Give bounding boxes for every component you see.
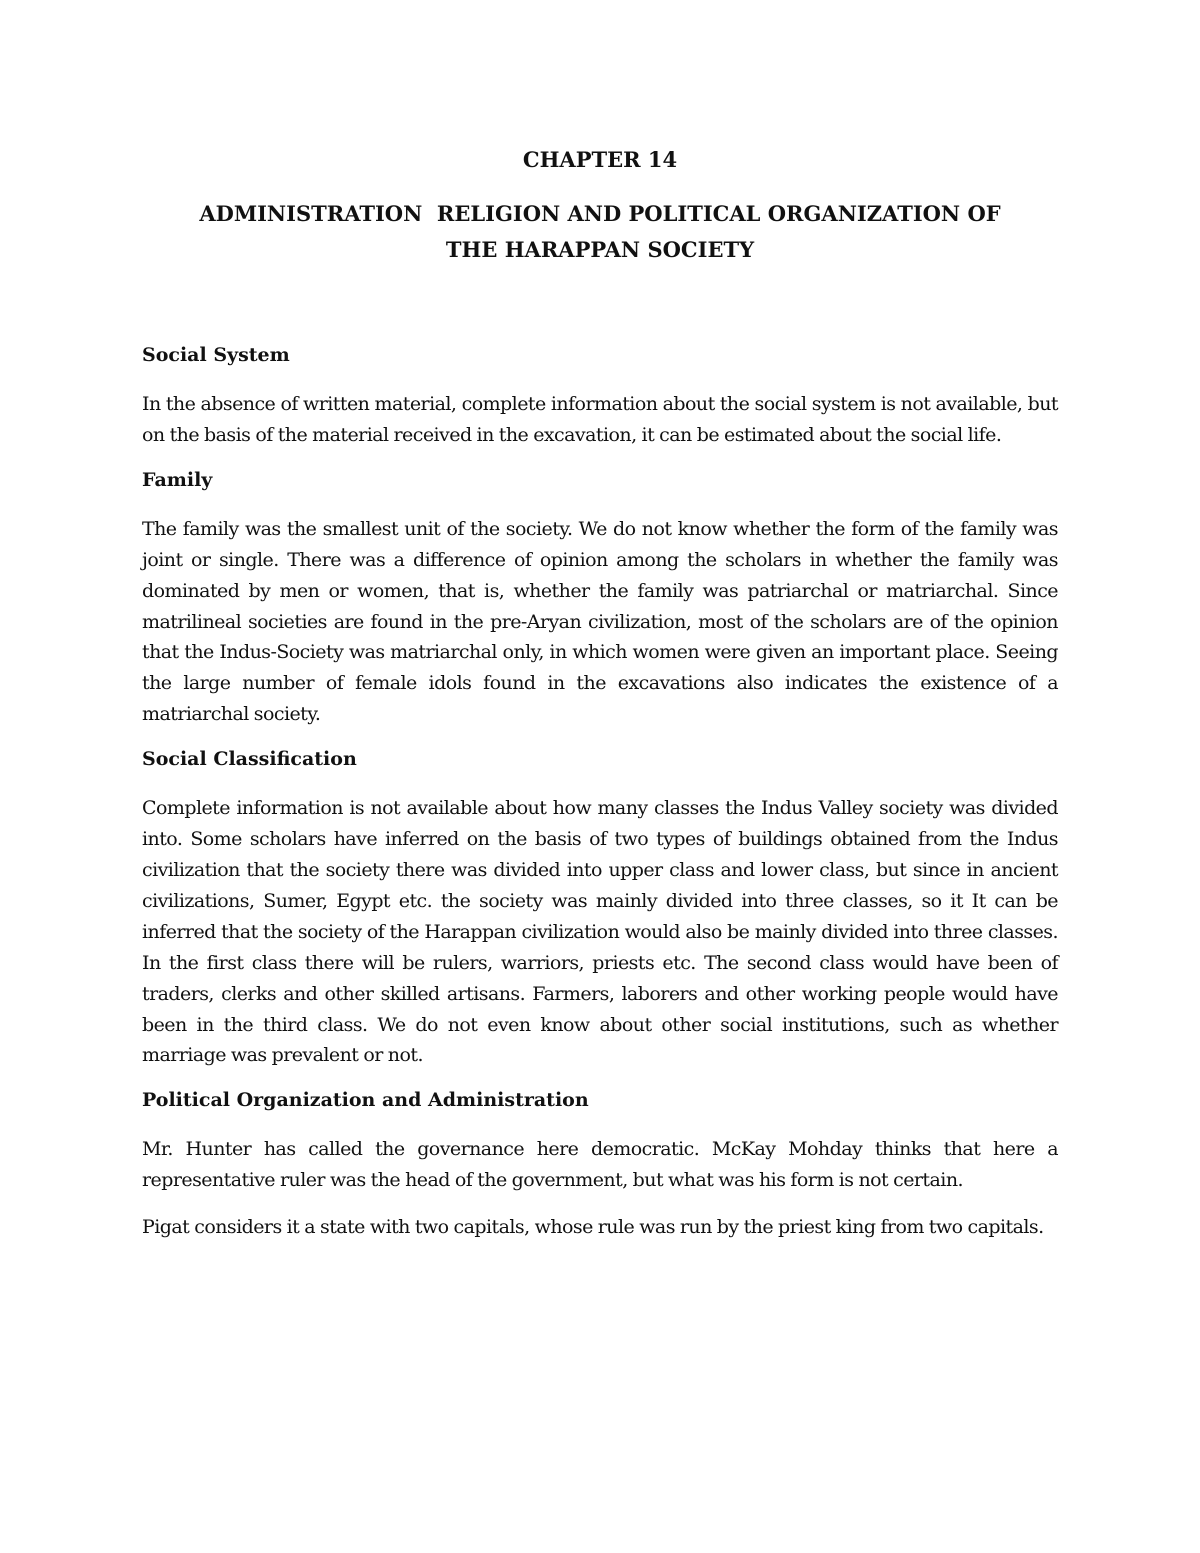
paragraph-social-classification: Complete information is not available about how many classes the Indus Valley society was divided into. Some scholars have inferred on the basis of two types of buildings obtained from the Indus civilization that the society there was divided into upper class and lower class, but since in ancient civilizations, Sumer, Egypt etc. the society was mainly divided into three classes, so it It can be inferred that the society of the Harappan civilization would also be mainly divided into three classes. In the first class there will be rulers, warriors, priests etc. The second class would have been of traders, clerks and other skilled artisans. Farmers, laborers and other working people would have been in the third class. We do not even know about other social institutions, such as whether marriage was prevalent or not.: [142, 797, 1058, 1067]
paragraph-political-organization-2: Pigat considers it a state with two capitals, whose rule was run by the priest king from two capitals.: [142, 1216, 1044, 1239]
section-heading-social-system: Social System: [142, 344, 290, 366]
chapter-title: [142, 196, 1058, 268]
chapter-number: CHAPTER 14: [522, 147, 678, 172]
chapter-title-line-2: THE HARAPPAN SOCIETY: [445, 237, 755, 262]
paragraph-political-organization-1: Mr. Hunter has called the governance here democratic. McKay Mohday thinks that here a representative ruler was the head of the government, but what was his form is not certain.: [142, 1138, 1058, 1192]
document-page: [142, 140, 1058, 1259]
paragraph-family: The family was the smallest unit of the society. We do not know whether the form of the family was joint or single. There was a difference of opinion among the scholars in whether the family was dominated by men or women, that is, whether the family was patriarchal or matriarchal. Since matrilineal societies are found in the pre-Aryan civilization, most of the scholars are of the opinion that the Indus-Society was matriarchal only, in which women were given an important place. Seeing the large number of female idols found in the excavations also indicates the existence of a matriarchal society.: [142, 517, 1058, 726]
section-heading-political-organization: Political Organization and Administration: [142, 1089, 589, 1112]
paragraph-social-system: In the absence of written material, complete information about the social system is not available, but on the basis of the material received in the excavation, it can be estimated about the social life.: [142, 393, 1058, 446]
section-heading-social-classification: Social Classification: [142, 748, 357, 771]
section-heading-family: Family: [142, 468, 213, 491]
chapter-title-line-1: ADMINISTRATION RELIGION AND POLITICAL ORGANIZATION OF: [199, 201, 1001, 226]
